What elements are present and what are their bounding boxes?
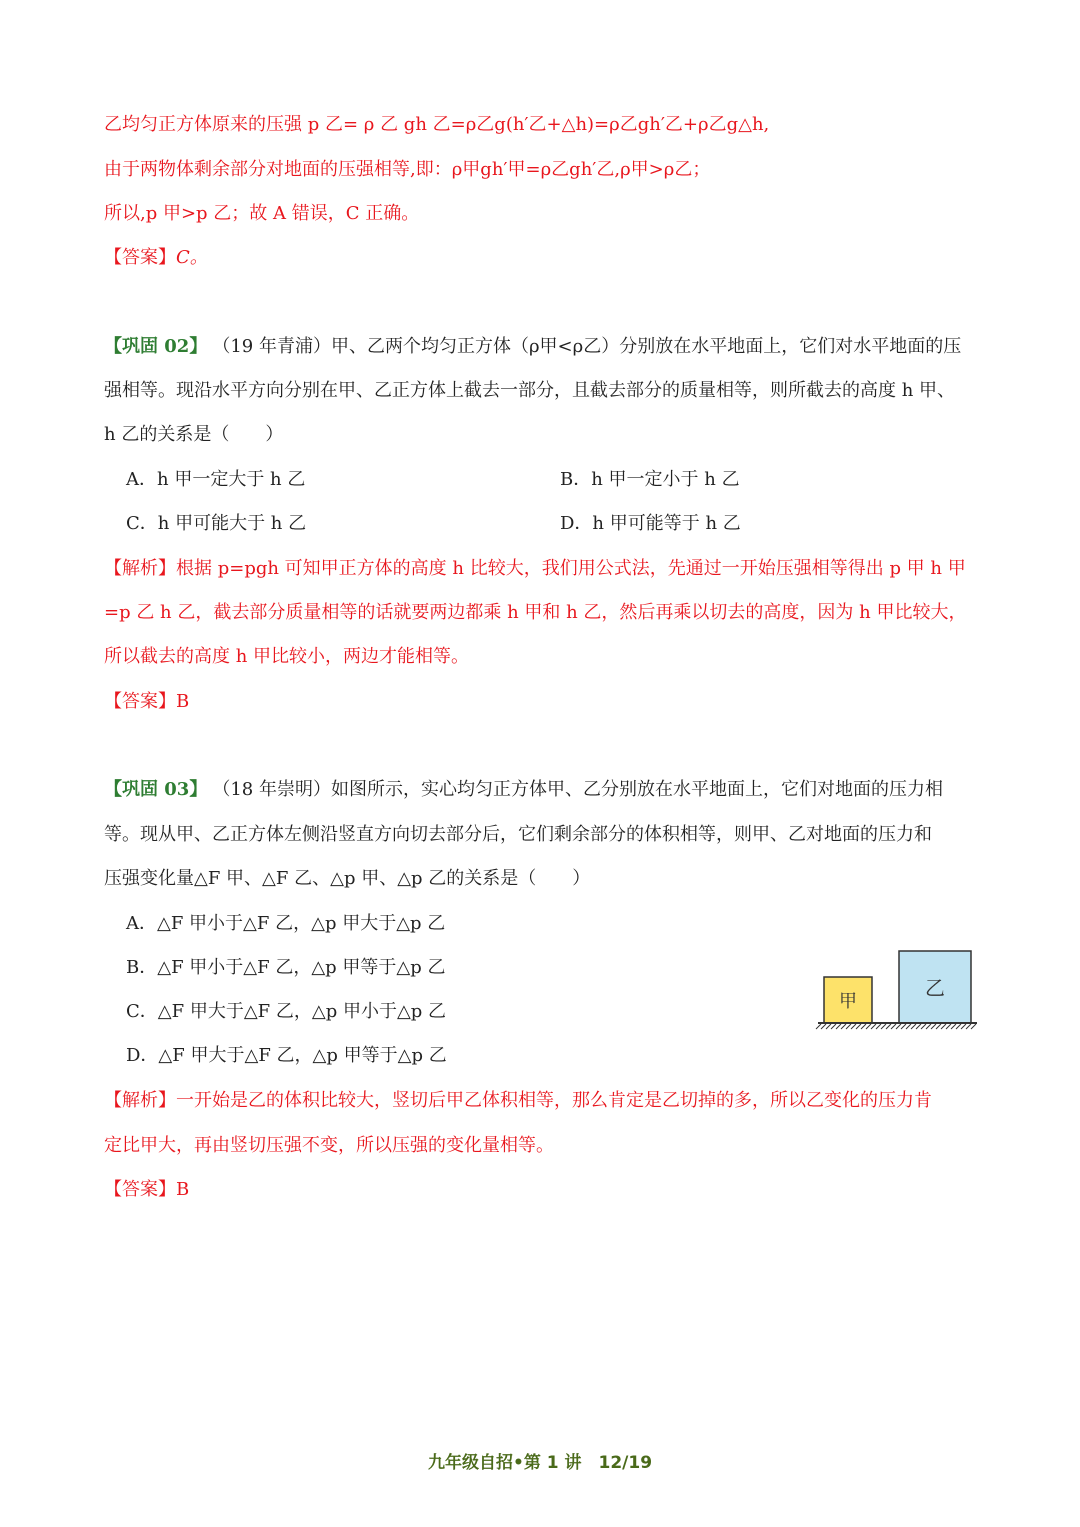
hatch-line <box>826 1024 831 1029</box>
q03-option-d: D．△F 甲大于△F 乙，△p 甲等于△p 乙 <box>126 1045 447 1066</box>
hatch-line <box>851 1024 856 1029</box>
solution-line-1: 乙均匀正方体原来的压强 p 乙= ρ 乙 gh 乙=ρ乙g(h′乙+△h)=ρ乙gh′乙+ρ乙g△h, <box>104 114 770 135</box>
hatch-line <box>911 1024 916 1029</box>
q03-tag: 【巩固 03】 <box>104 779 208 800</box>
q02-tag: 【巩固 02】 <box>104 336 208 357</box>
hatch-line <box>936 1024 941 1029</box>
q03-option-a: A．△F 甲小于△F 乙，△p 甲大于△p 乙 <box>126 913 446 934</box>
hatch-line <box>841 1024 846 1029</box>
hatch-line <box>951 1024 956 1029</box>
solution-line-2: 由于两物体剩余部分对地面的压强相等,即：ρ甲gh′甲=ρ乙gh′乙,ρ甲>ρ乙； <box>104 159 711 180</box>
hatch-line <box>881 1024 886 1029</box>
q03-answer-tag: 【答案】 <box>104 1179 176 1200</box>
q03-text-1: （18 年崇明）如图所示，实心均匀正方体甲、乙分别放在水平地面上，它们对地面的压力相 <box>221 779 943 800</box>
hatch-line <box>931 1024 936 1029</box>
q02-answer-tag: 【答案】 <box>104 691 176 712</box>
hatch-line <box>941 1024 946 1029</box>
hatch-line <box>926 1024 931 1029</box>
q02-option-a: A．h 甲一定大于 h 乙 <box>126 469 306 490</box>
q02-line-2: 强相等。现沿水平方向分别在甲、乙正方体上截去一部分，且截去部分的质量相等，则所截去的高度 h 甲、 <box>104 380 956 401</box>
hatch-line <box>856 1024 861 1029</box>
hatch-line <box>861 1024 866 1029</box>
q02-answer-value: B <box>176 691 190 712</box>
answer-line-prev <box>104 245 208 271</box>
hatch-line <box>816 1024 821 1029</box>
q03-analysis-tag: 【解析】 <box>104 1090 176 1111</box>
q02-analysis-text-1: 根据 p=pgh 可知甲正方体的高度 h 比较大，我们用公式法，先通过一开始压强相等得出 p 甲 h 甲 <box>176 558 966 579</box>
q03-figure <box>815 945 980 1035</box>
q03-answer-line <box>104 1177 189 1203</box>
q03-option-b: B．△F 甲小于△F 乙，△p 甲等于△p 乙 <box>126 957 446 978</box>
q02-line-3: h 乙的关系是（ ） <box>104 424 284 445</box>
hatch-line <box>906 1024 911 1029</box>
q02-analysis-tag: 【解析】 <box>104 558 176 579</box>
q02-answer-line <box>104 689 189 715</box>
hatch-line <box>916 1024 921 1029</box>
ground-hatching <box>816 1024 976 1029</box>
hatch-line <box>891 1024 896 1029</box>
q02-option-d: D．h 甲可能等于 h 乙 <box>560 513 741 534</box>
q03-analysis-2: 定比甲大，再由竖切压强不变，所以压强的变化量相等。 <box>104 1135 554 1156</box>
q03-line-3: 压强变化量△F 甲、△F 乙、△p 甲、△p 乙的关系是（ ） <box>104 868 591 889</box>
q02-analysis-1 <box>104 556 966 582</box>
hatch-line <box>821 1024 826 1029</box>
q03-line-1 <box>104 777 943 803</box>
q03-option-c: C．△F 甲大于△F 乙，△p 甲小于△p 乙 <box>126 1001 447 1022</box>
answer-tag: 【答案】 <box>104 247 176 268</box>
block-yi-label: 乙 <box>925 976 945 1000</box>
q02-option-b: B．h 甲一定小于 h 乙 <box>560 469 740 490</box>
page-footer: 九年级自招•第 1 讲 12/19 <box>427 1453 653 1473</box>
cubes-diagram <box>815 945 980 1035</box>
q02-analysis-3: 所以截去的高度 h 甲比较小，两边才能相等。 <box>104 646 470 667</box>
q03-analysis-1 <box>104 1088 932 1114</box>
hatch-line <box>836 1024 841 1029</box>
hatch-line <box>846 1024 851 1029</box>
answer-value: C。 <box>176 247 208 268</box>
hatch-line <box>961 1024 966 1029</box>
hatch-line <box>871 1024 876 1029</box>
hatch-line <box>831 1024 836 1029</box>
solution-line-3: 所以,p 甲>p 乙；故 A 错误，C 正确。 <box>104 203 420 224</box>
hatch-line <box>896 1024 901 1029</box>
q02-analysis-2: =p 乙 h 乙，截去部分质量相等的话就要两边都乘 h 甲和 h 乙，然后再乘以切去的高度，因为 h 甲比较大， <box>104 602 967 623</box>
hatch-line <box>921 1024 926 1029</box>
q02-line-1 <box>104 334 961 360</box>
block-jia-label: 甲 <box>839 991 857 1012</box>
q03-answer-value: B <box>176 1179 190 1200</box>
q03-analysis-text-1: 一开始是乙的体积比较大，竖切后甲乙体积相等，那么肯定是乙切掉的多，所以乙变化的压力肯 <box>176 1090 932 1111</box>
hatch-line <box>886 1024 891 1029</box>
hatch-line <box>876 1024 881 1029</box>
hatch-line <box>866 1024 871 1029</box>
q03-line-2: 等。现从甲、乙正方体左侧沿竖直方向切去部分后，它们剩余部分的体积相等，则甲、乙对地面的压力和 <box>104 824 932 845</box>
hatch-line <box>946 1024 951 1029</box>
q02-option-c: C．h 甲可能大于 h 乙 <box>126 513 307 534</box>
hatch-line <box>956 1024 961 1029</box>
hatch-line <box>966 1024 971 1029</box>
hatch-line <box>971 1024 976 1029</box>
hatch-line <box>901 1024 906 1029</box>
q02-text-1: （19 年青浦）甲、乙两个均匀正方体（ρ甲<ρ乙）分别放在水平地面上，它们对水平地面的压 <box>221 336 962 357</box>
